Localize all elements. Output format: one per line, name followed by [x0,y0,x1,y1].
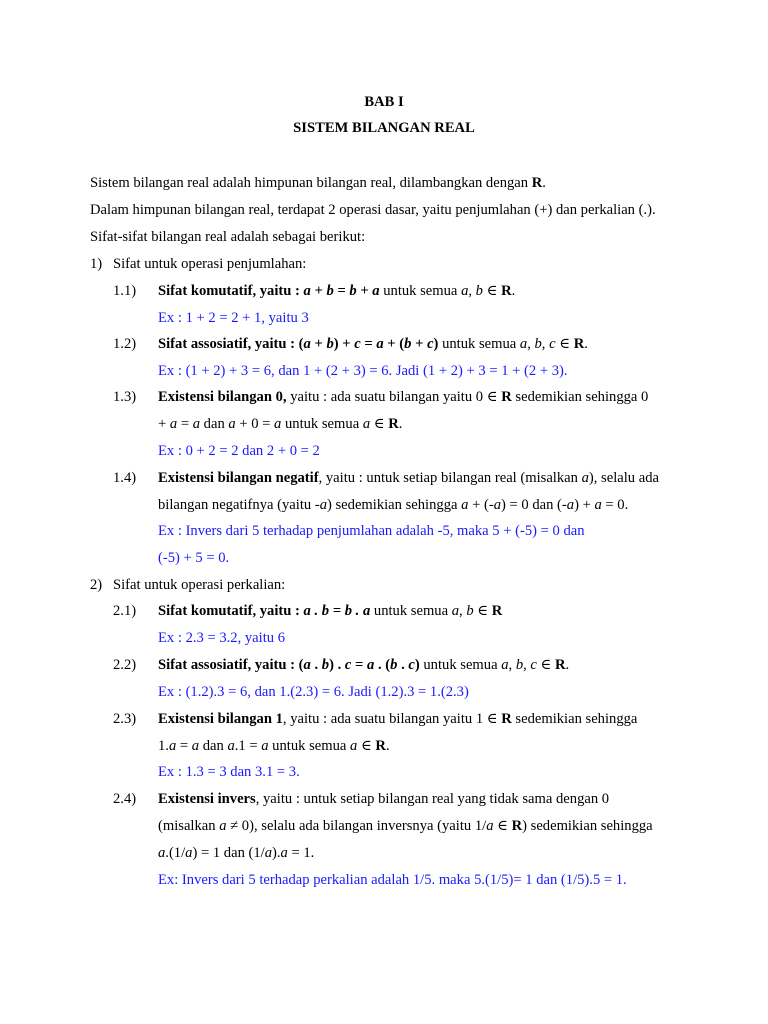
item-1-3-text-cont: + a = a dan a + 0 = a untuk semua a ∈ R. [158,416,403,432]
item-1-4-text-cont: bilangan negatifnya (yaitu -a) sedemikian sehingga a + (-a) = 0 dan (-a) + a = 0. [158,497,629,513]
intro-line-1: Sistem bilangan real adalah himpunan bilangan real, dilambangkan dengan R. [90,175,546,191]
item-1-2-example: Ex : (1 + 2) + 3 = 6, dan 1 + (2 + 3) = 6. Jadi (1 + 2) + 3 = 1 + (2 + 3). [158,363,568,379]
intro-line-3: Sifat-sifat bilangan real adalah sebagai berikut: [90,229,366,245]
chapter-title: BAB I [364,94,404,110]
item-2-4-text: Existensi invers, yaitu : untuk setiap bilangan real yang tidak sama dengan 0 [158,791,610,807]
section-1-label: Sifat untuk operasi penjumlahan: [113,256,307,272]
section-1-number: 1) [90,256,103,272]
item-2-4-number: 2.4) [113,791,137,807]
item-2-4-text-cont: (misalkan a ≠ 0), selalu ada bilangan inversnya (yaitu 1/a ∈ R) sedemikian sehingga [158,818,653,834]
section-2-label: Sifat untuk operasi perkalian: [113,577,286,593]
item-2-3-text-cont: 1.a = a dan a.1 = a untuk semua a ∈ R. [158,738,390,754]
item-1-1-number: 1.1) [113,283,137,299]
item-1-1-text: Sifat komutatif, yaitu : a + b = b + a untuk semua a, b ∈ R. [158,283,516,299]
chapter-subtitle: SISTEM BILANGAN REAL [293,120,475,136]
intro-line-2: Dalam himpunan bilangan real, terdapat 2 operasi dasar, yaitu penjumlahan (+) dan perkalian (.). [90,202,656,218]
item-1-3-number: 1.3) [113,389,137,405]
item-2-3-text: Existensi bilangan 1, yaitu : ada suatu bilangan yaitu 1 ∈ R sedemikian sehingga [158,711,638,727]
item-1-4-example: Ex : Invers dari 5 terhadap penjumlahan adalah -5, maka 5 + (-5) = 0 dan [158,523,585,539]
item-2-1-number: 2.1) [113,603,137,619]
item-2-3-number: 2.3) [113,711,137,727]
item-1-4-example-cont: (-5) + 5 = 0. [158,550,230,566]
item-2-2-example: Ex : (1.2).3 = 6, dan 1.(2.3) = 6. Jadi (1.2).3 = 1.(2.3) [158,684,469,700]
item-2-4-text-cont-2: a.(1/a) = 1 dan (1/a).a = 1. [158,845,315,861]
item-1-3-example: Ex : 0 + 2 = 2 dan 2 + 0 = 2 [158,443,320,459]
item-2-1-text: Sifat komutatif, yaitu : a . b = b . a untuk semua a, b ∈ R [158,603,503,619]
item-2-1-example: Ex : 2.3 = 3.2, yaitu 6 [158,630,285,646]
item-1-4-text: Existensi bilangan negatif, yaitu : untuk setiap bilangan real (misalkan a), selalu ada [158,470,659,486]
item-1-4-number: 1.4) [113,470,137,486]
item-1-2-text: Sifat assosiatif, yaitu : (a + b) + c = a + (b + c) untuk semua a, b, c ∈ R. [158,336,588,352]
item-2-2-number: 2.2) [113,657,137,673]
item-2-2-text: Sifat assosiatif, yaitu : (a . b) . c = a . (b . c) untuk semua a, b, c ∈ R. [158,657,570,673]
item-2-4-example: Ex: Invers dari 5 terhadap perkalian adalah 1/5. maka 5.(1/5)= 1 dan (1/5).5 = 1. [158,872,627,888]
section-2-number: 2) [90,577,103,593]
item-2-3-example: Ex : 1.3 = 3 dan 3.1 = 3. [158,764,300,780]
item-1-1-example: Ex : 1 + 2 = 2 + 1, yaitu 3 [158,310,309,326]
item-1-2-number: 1.2) [113,336,137,352]
item-1-3-text: Existensi bilangan 0, yaitu : ada suatu bilangan yaitu 0 ∈ R sedemikian sehingga 0 [158,389,649,405]
